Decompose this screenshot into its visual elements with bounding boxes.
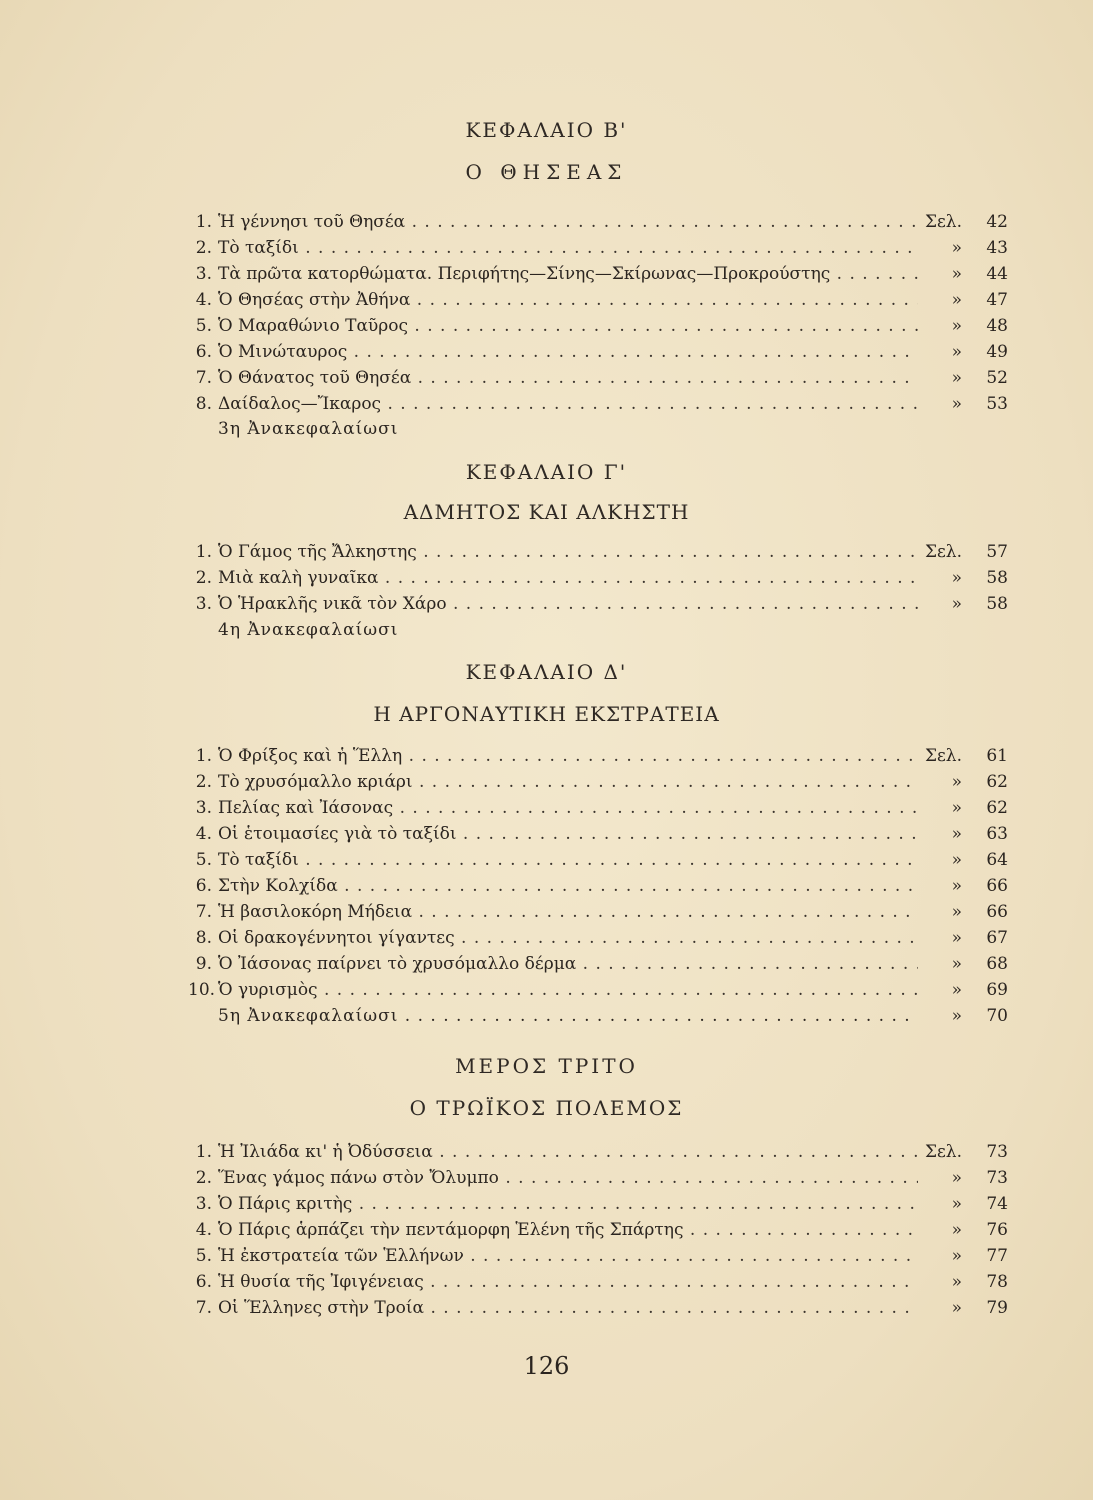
toc-entry: 1. Ὁ Γάμος τῆς Ἄλκηστης . . . Σελ. 57 [188,540,1008,564]
part-three-subtitle: Ο ΤΡΩΪΚΟΣ ΠΟΛΕΜΟΣ [409,1096,684,1120]
toc-entry: 9. Ὁ Ἰάσονας παίρνει τὸ χρυσόμαλλο δέρμα . . . » 68 [188,952,1008,976]
toc-entry: 8. Οἱ δρακογέννητοι γίγαντες . . . » 67 [188,926,1008,950]
page-number: 126 [523,1352,570,1380]
chapter-b-subtitle: Ο ΘΗΣΕΑΣ [465,160,628,184]
part-three-heading: ΜΕΡΟΣ ΤΡΙΤΟ [455,1054,638,1078]
toc-entry: 1. Ἡ γέννησι τοῦ Θησέα . . . Σελ. 42 [188,210,1008,234]
toc-entry: 4. Οἱ ἑτοιμασίες γιὰ τὸ ταξίδι . . . » 63 [188,822,1008,846]
toc-entry: 4. Ὁ Πάρις ἁρπάζει τὴν πεντάμορφη Ἑλένη τῆς Σπάρτης . . . » 76 [188,1218,1008,1242]
chapter-c-summary: 4η Ἀνακεφαλαίωσι [218,620,399,640]
chapter-c-subtitle: ΑΔΜΗΤΟΣ ΚΑΙ ΑΛΚΗΣΤΗ [403,500,690,524]
toc-entry: 6. Ἡ θυσία τῆς Ἰφιγένειας . . . » 78 [188,1270,1008,1294]
toc-entry: 3. Πελίας καὶ Ἰάσονας . . . » 62 [188,796,1008,820]
toc-entry: 4. Ὁ Θησέας στὴν Ἀθήνα . . . » 47 [188,288,1008,312]
toc-entry: 6. Στὴν Κολχίδα . . . » 66 [188,874,1008,898]
toc-entry: 5. Ὁ Μαραθώνιο Ταῦρος . . . » 48 [188,314,1008,338]
toc-entry: 2. Τὸ ταξίδι . . . » 43 [188,236,1008,260]
chapter-d-heading: ΚΕΦΑΛΑΙΟ Δ' [465,660,628,684]
toc-entry: 2. Τὸ χρυσόμαλλο κριάρι . . . » 62 [188,770,1008,794]
toc-entry: 5. Ἡ ἐκστρατεία τῶν Ἑλλήνων . . . » 77 [188,1244,1008,1268]
chapter-d-summary: 5η Ἀνακεφαλαίωσι . . . » 70 [188,1004,1008,1028]
toc-entry: 8. Δαίδαλος—Ἴκαρος . . . » 53 [188,392,1008,416]
chapter-d-subtitle: Η ΑΡΓΟΝΑΥΤΙΚΗ ΕΚΣΤΡΑΤΕΙΑ [373,702,720,726]
toc-entry: 10. Ὁ γυρισμὸς . . . » 69 [188,978,1008,1002]
toc-entry: 1. Ὁ Φρίξος καὶ ἡ Ἕλλη . . . Σελ. 61 [188,744,1008,768]
toc-entry: 5. Τὸ ταξίδι . . . » 64 [188,848,1008,872]
toc-entry: 7. Οἱ Ἕλληνες στὴν Τροία . . . » 79 [188,1296,1008,1320]
chapter-b-heading: ΚΕΦΑΛΑΙΟ Β' [465,118,628,142]
toc-entry: 6. Ὁ Μινώταυρος . . . » 49 [188,340,1008,364]
toc-entry: 2. Μιὰ καλὴ γυναῖκα . . . » 58 [188,566,1008,590]
chapter-c-heading: ΚΕΦΑΛΑΙΟ Γ' [465,460,628,484]
toc-entry: 3. Τὰ πρῶτα κατορθώματα. Περιφήτης—Σίνης—Σκίρωνας—Προκρούστης . . . » 44 [188,262,1008,286]
toc-entry: 1. Ἡ Ἰλιάδα κι' ἡ Ὀδύσσεια . . . Σελ. 73 [188,1140,1008,1164]
toc-entry: 3. Ὁ Ἡρακλῆς νικᾶ τὸν Χάρο . . . » 58 [188,592,1008,616]
toc-entry: 7. Ὁ Θάνατος τοῦ Θησέα . . . » 52 [188,366,1008,390]
toc-entry: 2. Ἕνας γάμος πάνω στὸν Ὄλυμπο . . . » 73 [188,1166,1008,1190]
toc-entry: 3. Ὁ Πάρις κριτὴς . . . » 74 [188,1192,1008,1216]
chapter-b-summary: 3η Ἀνακεφαλαίωσι [218,419,399,439]
toc-entry: 7. Ἡ βασιλοκόρη Μήδεια . . . » 66 [188,900,1008,924]
